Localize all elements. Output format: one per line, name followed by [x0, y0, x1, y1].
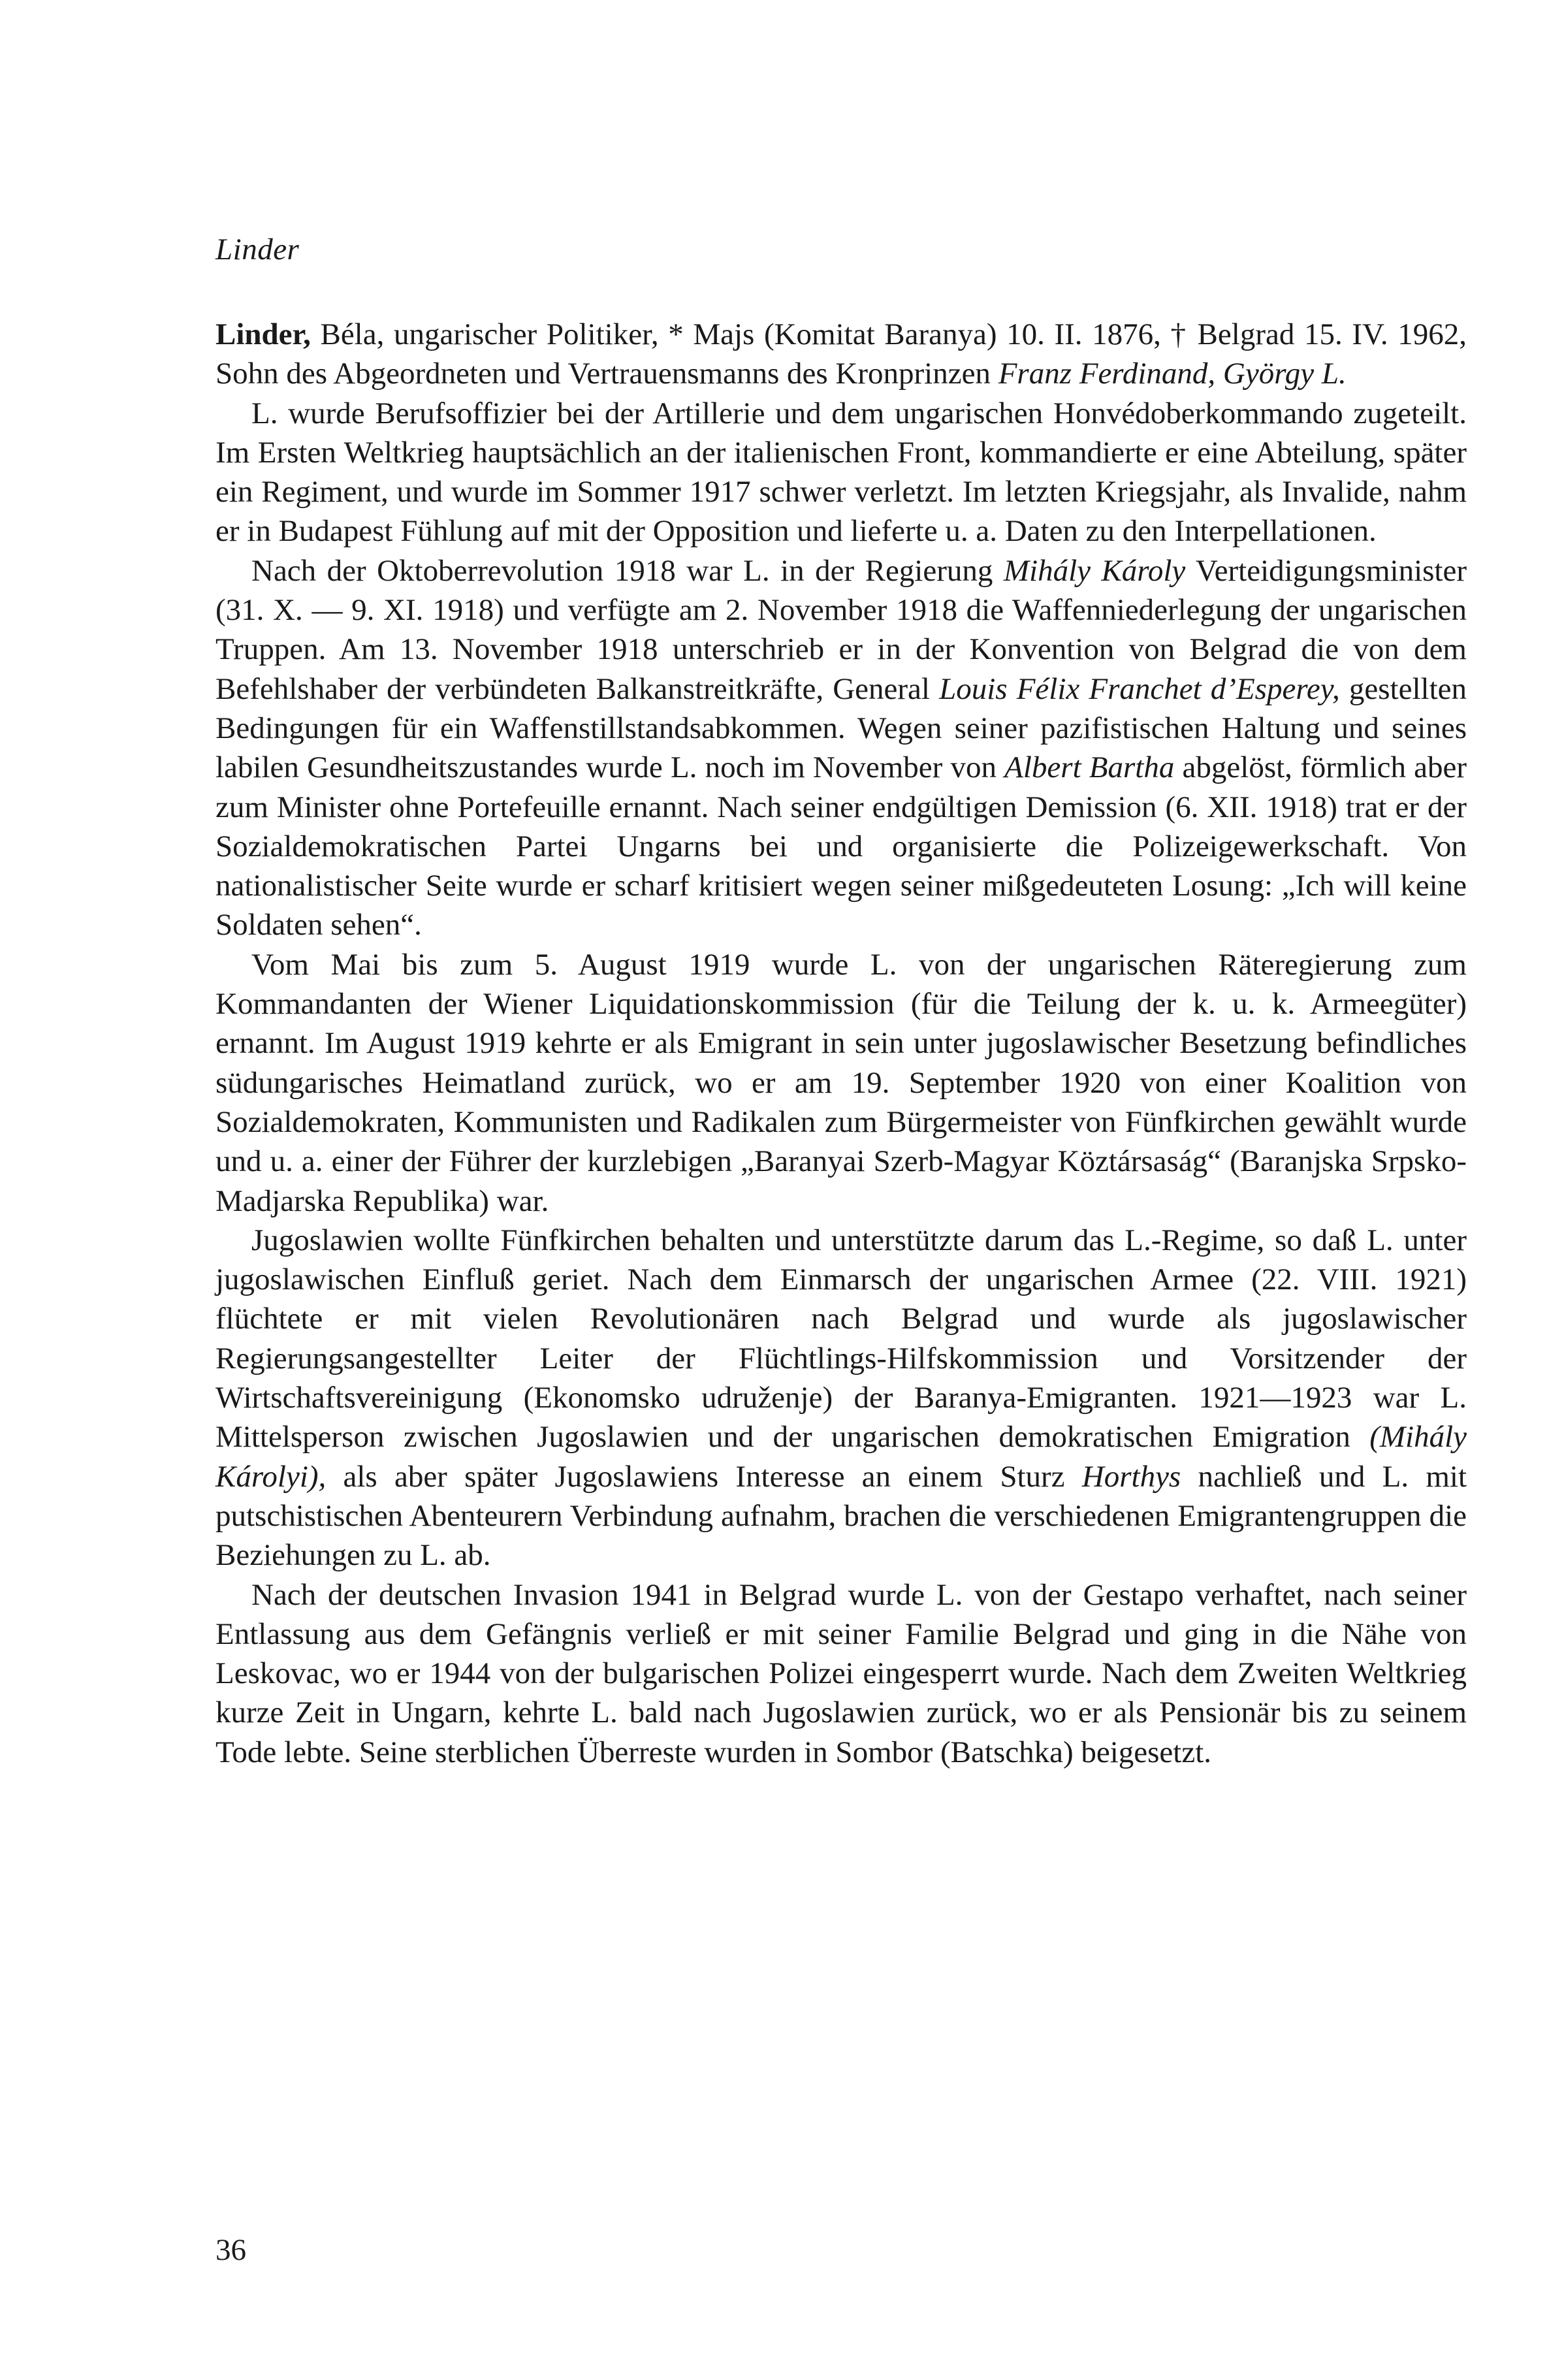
paragraph-1	[215, 315, 1467, 394]
italic-name: Franz Ferdinand, György L.	[998, 357, 1347, 391]
italic-name: Albert Bartha	[1004, 750, 1175, 785]
page-number: 36	[215, 2233, 246, 2267]
text-run: abgelöst, förmlich aber zum Minister ohne Portefeuille ernannt. Nach seiner endgültigen Demission (6. XII. 1918) trat er der Sozialdemokratischen Partei Ungarns bei und organisierte die Polizeigewerkschaft. Von nationalistischer Seite wurde er scharf kritisiert wegen seiner mißgedeuteten Losung: „Ich will keine Soldaten sehen“.	[215, 750, 1467, 942]
text-run: Nach der Oktoberrevolution 1918 war L. in der Regierung	[251, 553, 1004, 588]
entry-text	[215, 315, 1467, 1772]
entry-headword: Linder,	[215, 317, 311, 351]
paragraph-6	[215, 1575, 1467, 1772]
italic-name: Louis Félix Franchet d’Esperey,	[939, 671, 1340, 706]
italic-name: (Mihály Károlyi),	[215, 1420, 1467, 1494]
text-run: Verteidigungsminister (31. X. — 9. XI. 1918) und verfügte am 2. November 1918 die Waffenniederlegung der ungarischen Truppen. Am 13. November 1918 unterschrieb er in der Konvention von Belgrad die von dem Befehlshaber der verbündeten Balkanstreitkräfte, General	[215, 553, 1467, 706]
text-run: Vom Mai bis zum 5. August 1919 wurde L. von der ungarischen Räteregierung zum Kommandanten der Wiener Liquidationskommission (für die Teilung der k. u. k. Armeegüter) ernannt. Im August 1919 kehrte er als Emigrant in sein unter jugoslawischer Besetzung befindliches südungarisches Heimatland zurück, wo er am 19. September 1920 von einer Koalition von Sozialdemokraten, Kommunisten und Radikalen zum Bürgermeister von Fünfkirchen gewählt wurde und u. a. einer der Führer der kurzlebigen „Baranyai Szerb-Magyar Köztársaság“ (Baranjska Srpsko-Madjarska Republika) war.	[215, 947, 1467, 1218]
paragraph-2	[215, 394, 1467, 551]
text-run: als aber später Jugoslawiens Interesse an einem Sturz	[326, 1459, 1082, 1494]
italic-name: Horthys	[1081, 1459, 1181, 1494]
text-run: Béla, ungarischer Politiker, * Majs (Komitat Baranya) 10. II. 1876, † Belgrad 15. IV. 1962, Sohn des Abgeordneten und Vertrauensmanns des Kronprinzen	[215, 317, 1467, 391]
paragraph-4	[215, 945, 1467, 1221]
text-run: gestellten Bedingungen für ein Waffenstillstandsabkommen. Wegen seiner pazifistischen Haltung und seines labilen Gesundheitszustandes wurde L. noch im November von	[215, 671, 1467, 785]
text-run: nachließ und L. mit putschistischen Abenteurern Verbindung aufnahm, brachen die verschiedenen Emigrantengruppen die Beziehungen zu L. ab.	[215, 1459, 1467, 1573]
text-run: L. wurde Berufsoffizier bei der Artillerie und dem ungarischen Honvédoberkommando zugeteilt. Im Ersten Weltkrieg hauptsächlich an der italienischen Front, kommandierte er eine Abteilung, später ein Regiment, und wurde im Sommer 1917 schwer verletzt. Im letzten Kriegsjahr, als Invalide, nahm er in Budapest Fühlung auf mit der Opposition und lieferte u. a. Daten zu den Interpellationen.	[215, 396, 1467, 549]
running-head: Linder	[215, 233, 300, 266]
italic-name: Mihály Károly	[1003, 553, 1186, 588]
text-run: Jugoslawien wollte Fünfkirchen behalten und unterstützte darum das L.-Regime, so daß L. unter jugoslawischen Einfluß geriet. Nach dem Einmarsch der ungarischen Armee (22. VIII. 1921) flüchtete er mit vielen Revolutionären nach Belgrad und wurde als jugoslawischer Regierungsangestellter Leiter der Flüchtlings-Hilfskommission und Vorsitzender der Wirtschaftsvereinigung (Ekonomsko udruženje) der Baranya-Emigranten. 1921—1923 war L. Mittelsperson zwischen Jugoslawien und der ungarischen demokratischen Emigration	[215, 1223, 1467, 1455]
paragraph-3	[215, 551, 1467, 945]
paragraph-5	[215, 1221, 1467, 1575]
text-run: Nach der deutschen Invasion 1941 in Belgrad wurde L. von der Gestapo verhaftet, nach seiner Entlassung aus dem Gefängnis verließ er mit seiner Familie Belgrad und ging in die Nähe von Leskovac, wo er 1944 von der bulgarischen Polizei eingesperrt wurde. Nach dem Zweiten Weltkrieg kurze Zeit in Ungarn, kehrte L. bald nach Jugoslawien zurück, wo er als Pensionär bis zu seinem Tode lebte. Seine sterblichen Überreste wurden in Sombor (Batschka) beigesetzt.	[215, 1577, 1467, 1769]
